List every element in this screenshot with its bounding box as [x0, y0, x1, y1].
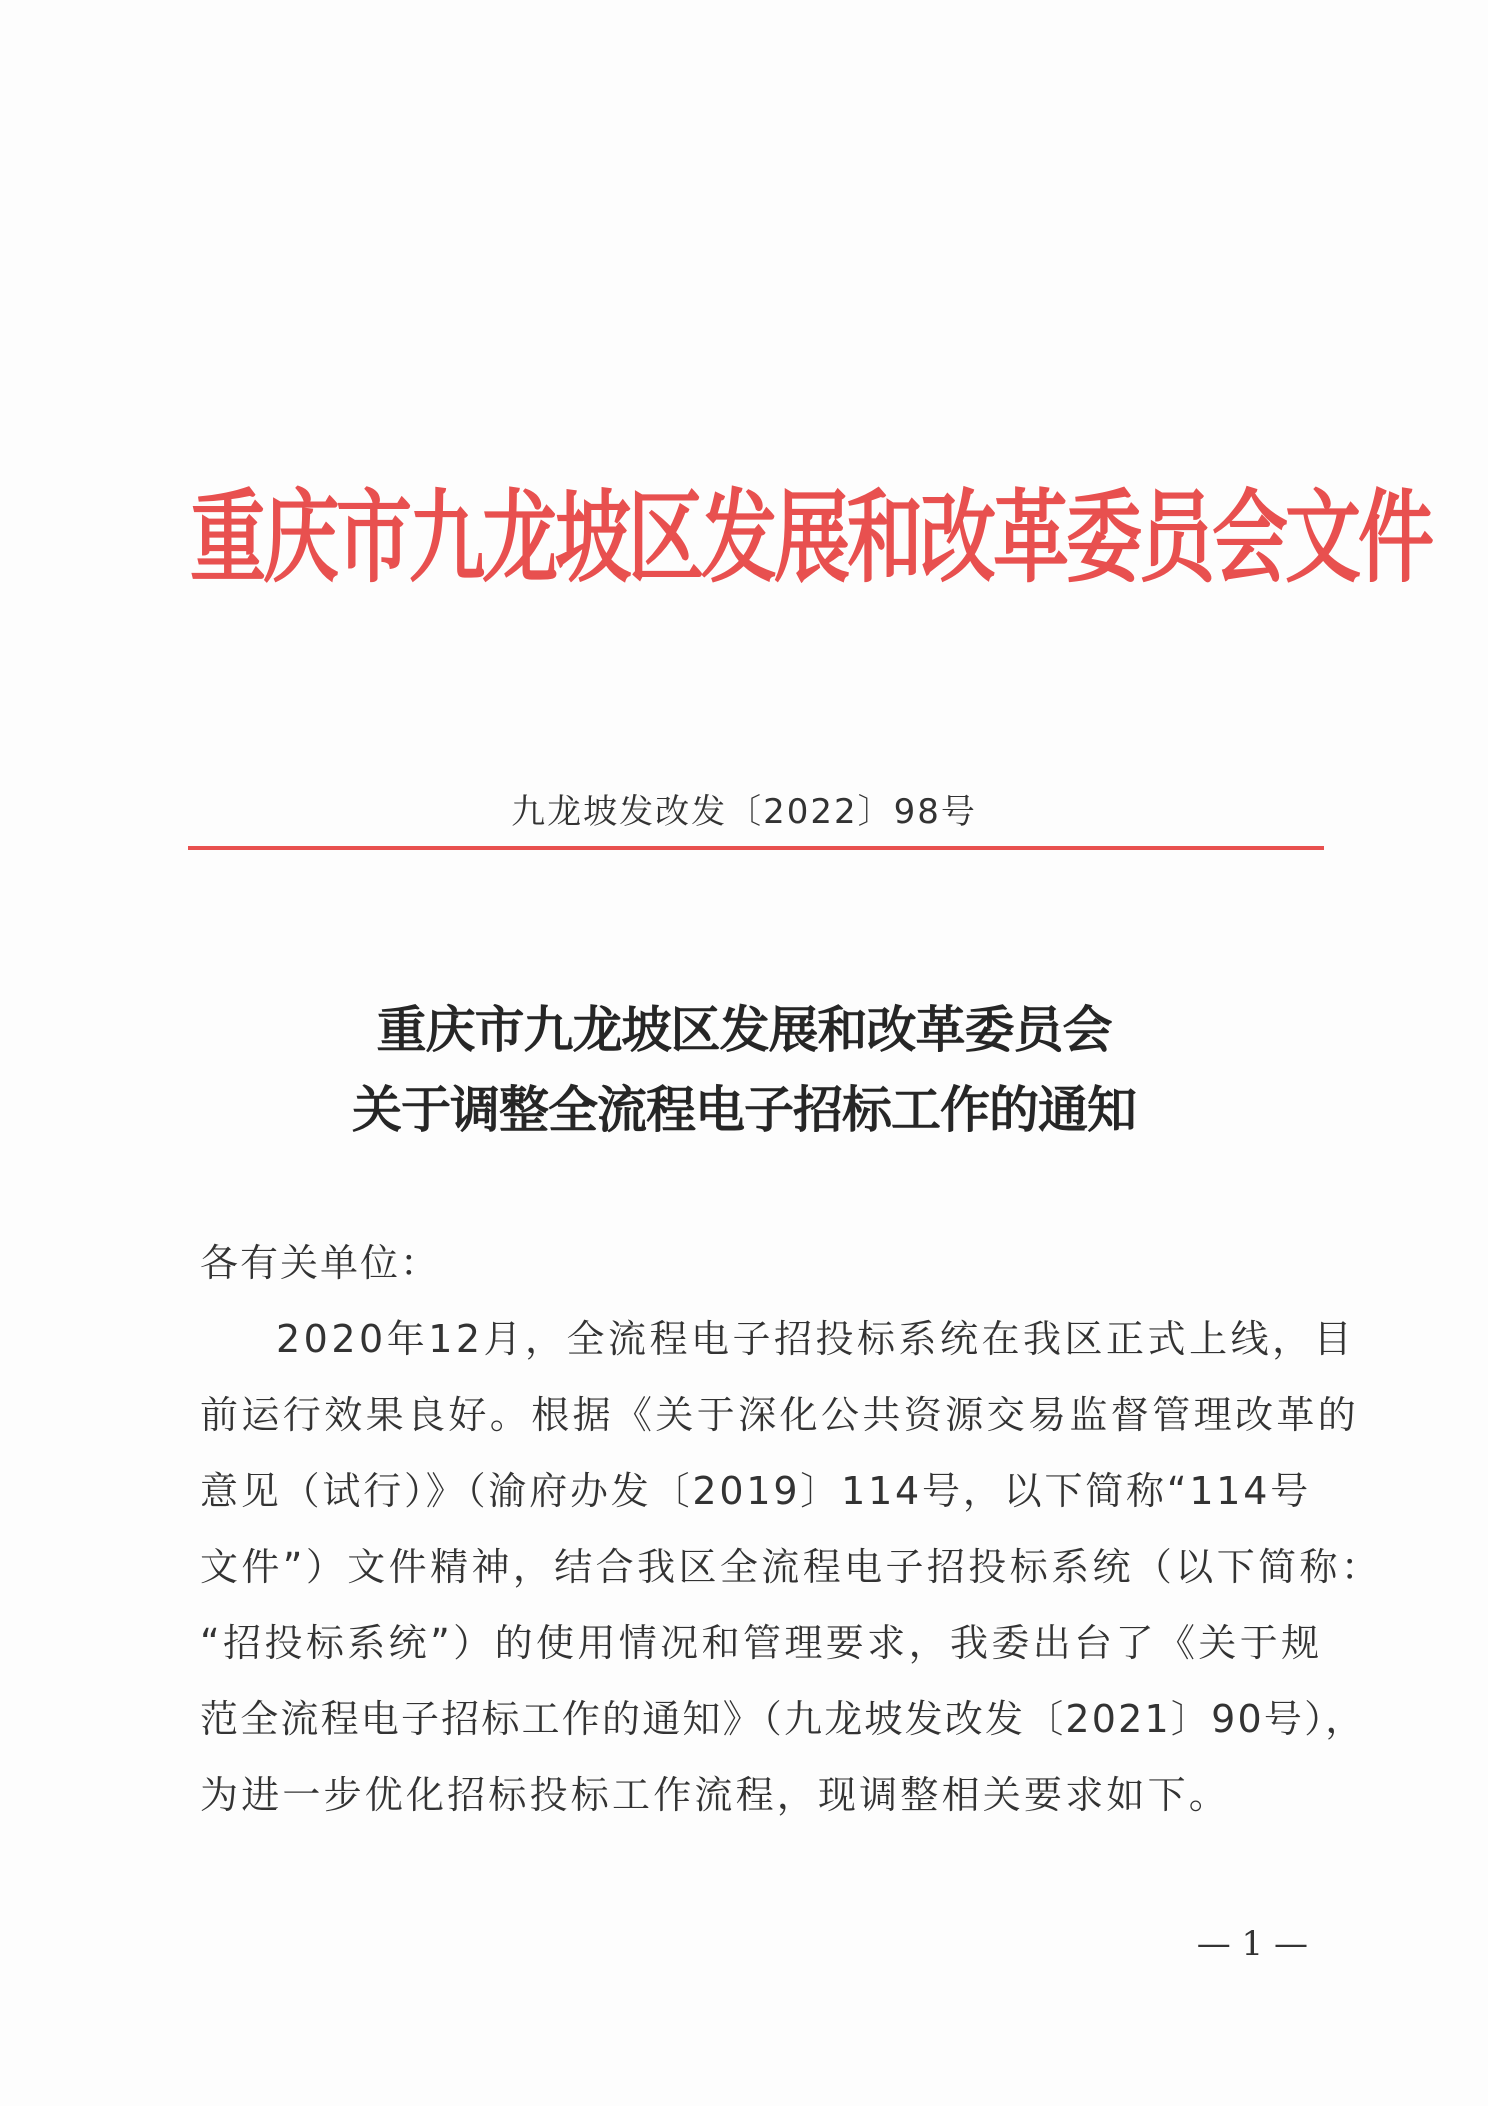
- body-line-2: 前运行效果良好。根据《关于深化公共资源交易监督管理改革的: [200, 1393, 1360, 1437]
- body-line-3: 意见（试行）》（渝府办发〔2019〕114号，以下简称“114号: [200, 1469, 1312, 1513]
- salutation: 各有关单位：: [200, 1241, 441, 1285]
- body-line-4: 文件”）文件精神，结合我区全流程电子招投标系统（以下简称：: [200, 1545, 1383, 1589]
- notice-title-line-1: 重庆市九龙坡区发展和改革委员会: [376, 1000, 1112, 1059]
- body-line-6: 范全流程电子招标工作的通知》（九龙坡发改发〔2021〕90号），: [200, 1697, 1366, 1741]
- notice-title-line-2: 关于调整全流程电子招标工作的通知: [352, 1080, 1136, 1139]
- issuer-red-header: 重庆市九龙坡区发展和改革委员会文件: [190, 478, 1431, 597]
- page-number: — 1 —: [1196, 1924, 1308, 1964]
- body-line-7: 为进一步优化招标投标工作流程，现调整相关要求如下。: [200, 1773, 1231, 1817]
- document-number: 九龙坡发改发〔2022〕98号: [511, 792, 977, 832]
- body-line-5: “招投标系统”）的使用情况和管理要求，我委出台了《关于规: [200, 1621, 1323, 1665]
- red-separator-line: [188, 846, 1324, 850]
- body-line-1: 2020年12月，全流程电子招投标系统在我区正式上线，目: [276, 1317, 1356, 1361]
